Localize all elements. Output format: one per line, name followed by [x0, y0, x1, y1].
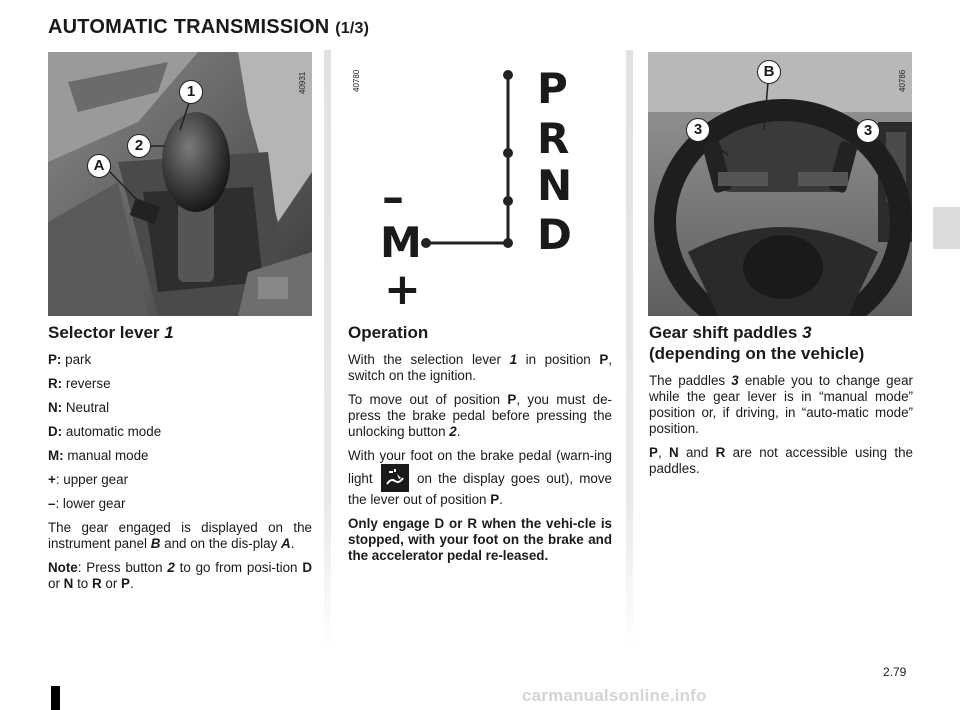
paddles-column	[649, 322, 913, 485]
gate-dot-n	[503, 196, 513, 206]
gate-dot-p	[503, 70, 513, 80]
list-item: P: park	[48, 352, 92, 367]
operation-heading: Operation	[348, 323, 429, 342]
paddles-paragraph-1: The paddles 3 enable you to change gear while the gear lever is in “manual mode” position or, if driving, in “auto-matic mode” position.	[649, 373, 913, 436]
figure-code-middle: 40780	[352, 69, 361, 92]
list-item: M: manual mode	[48, 448, 149, 463]
list-item: R: reverse	[48, 376, 111, 391]
selector-heading: Selector lever 1	[48, 323, 174, 342]
list-item: +: upper gear	[48, 472, 129, 487]
manual-label-minus: –	[382, 172, 404, 223]
chapter-tab	[933, 207, 960, 249]
paddles-paragraph-2: P, N and R are not accessible using the paddles.	[649, 445, 913, 476]
corner-mark	[51, 686, 60, 710]
selector-column	[48, 322, 312, 600]
operation-paragraph-3: With your foot on the brake pedal (warn-ing light on the display goes out), move the lever out of position P.	[348, 448, 612, 507]
gear-label-p: P	[537, 64, 568, 113]
manual-label-plus: +	[384, 264, 421, 315]
figure-code-right: 40786	[898, 69, 907, 92]
gear-label-d: D	[537, 210, 572, 259]
gate-dot-d	[503, 238, 513, 248]
list-item: –: lower gear	[48, 496, 126, 511]
operation-paragraph-1: With the selection lever 1 in position P, switch on the ignition.	[348, 352, 612, 383]
title-part: (1/3)	[335, 20, 370, 37]
gear-label-n: N	[537, 161, 573, 210]
operation-column	[348, 322, 612, 572]
list-item: D: automatic mode	[48, 424, 162, 439]
engaged-paragraph: The gear engaged is displayed on the instrument panel B and on the dis-play A.	[48, 520, 312, 551]
gate-dot-m	[421, 238, 431, 248]
callout-2: 2	[127, 134, 151, 158]
title-text: AUTOMATIC TRANSMISSION	[48, 16, 330, 38]
callout-3-left: 3	[686, 118, 710, 142]
callout-B: B	[757, 60, 781, 84]
callout-1: 1	[179, 80, 203, 104]
paddles-heading: Gear shift paddles 3 (depending on the vehicle)	[649, 323, 865, 363]
gate-dot-r	[503, 148, 513, 158]
right-callout-lines	[640, 0, 900, 320]
manual-label-m: M	[380, 218, 422, 267]
page-number: 2.79	[883, 665, 907, 679]
callout-A: A	[87, 154, 111, 178]
figure-code-left: 40931	[298, 71, 307, 94]
brake-warning-light-icon	[381, 464, 409, 492]
list-item: N: Neutral	[48, 400, 110, 415]
operation-warning: Only engage D or R when the vehi-cle is stopped, with your foot on the brake and the accelerator pedal re-leased.	[348, 516, 612, 563]
left-callout-lines	[0, 0, 330, 320]
watermark-url: carmanualsonline.info	[522, 686, 707, 705]
operation-paragraph-2: To move out of position P, you must de-press the brake pedal before pressing the unlocking button 2.	[348, 392, 612, 439]
note-paragraph: Note: Press button 2 to go from posi-tion D or N to R or P.	[48, 560, 312, 591]
gear-label-r: R	[537, 114, 570, 163]
column-divider-2	[626, 50, 633, 650]
callout-3-right: 3	[856, 119, 880, 143]
